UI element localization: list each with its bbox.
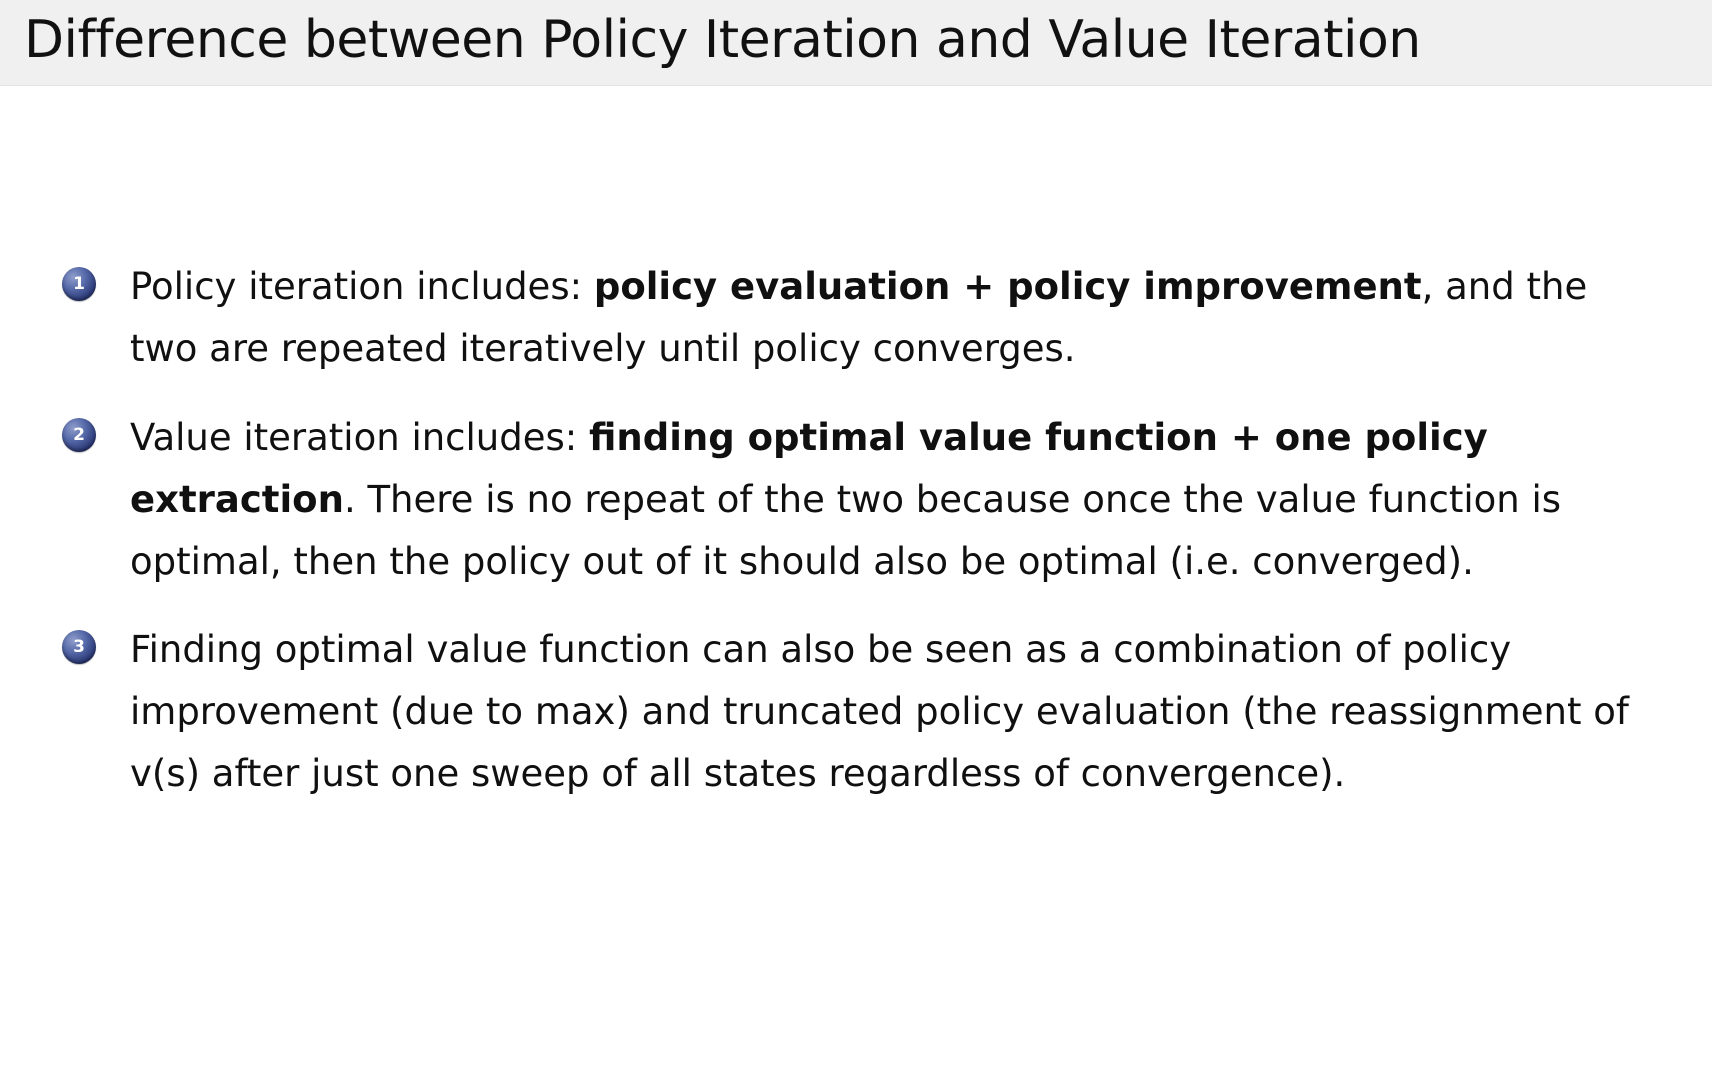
list-item-segment-bold: one policy extraction — [130, 415, 1488, 521]
list-item-segment-bold: + — [1217, 415, 1275, 459]
list-item — [52, 256, 1642, 380]
list-item-segment-bold: finding optimal value function — [589, 415, 1218, 459]
slide-body — [0, 86, 1712, 805]
slide-title-bar — [0, 0, 1712, 86]
list-item-text — [130, 619, 1642, 805]
list-item-text — [130, 407, 1642, 593]
bullet-number-icon: 1 — [62, 267, 96, 301]
list-item-segment-bold: + — [950, 265, 1008, 309]
bullet-number-icon: 3 — [62, 630, 96, 664]
page-title: Difference between Policy Iteration and Value Iteration — [24, 10, 1421, 70]
list-item-text — [130, 256, 1642, 380]
list-item-segment-bold: policy evaluation — [593, 265, 951, 309]
list-item — [52, 407, 1642, 593]
list-item-segment-bold: policy improvement — [1007, 265, 1422, 309]
enumerated-list — [52, 256, 1642, 805]
list-item-segment: , and the two are repeated iteratively until policy converges. — [130, 265, 1588, 371]
list-item-segment: Value iteration includes: — [130, 415, 589, 459]
list-item-segment: Finding optimal value function can also be seen as a combination of policy improvement (due to max) and truncated policy evaluation (the reassignment of v(s) after just one sweep of all states regardless of convergence). — [130, 627, 1629, 796]
list-item-segment: . There is no repeat of the two because once the value function is optimal, then the policy out of it should also be optimal (i.e. converged). — [130, 477, 1562, 583]
list-item-segment: Policy iteration includes: — [130, 265, 594, 309]
list-item — [52, 619, 1642, 805]
bullet-number-icon: 2 — [62, 418, 96, 452]
